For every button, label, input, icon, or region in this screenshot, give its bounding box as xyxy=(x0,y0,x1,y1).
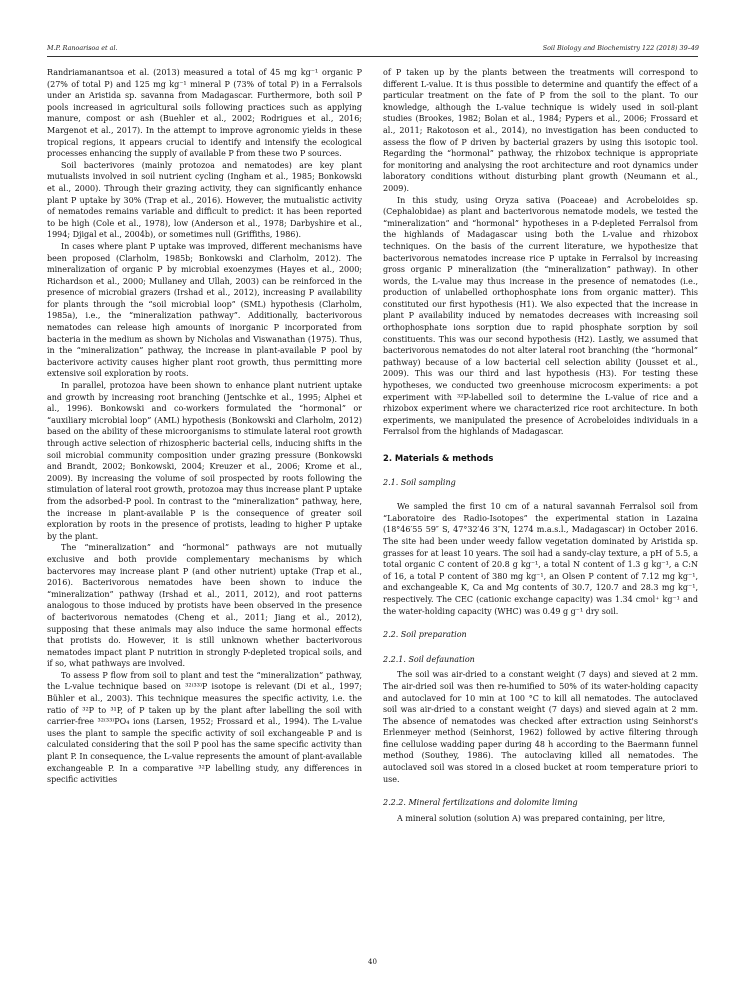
page-number: 40 xyxy=(368,958,377,966)
paragraph: In parallel, protozoa have been shown to enhance plant nutrient uptake and growth by increasing root branching (Jentschke et al., 1995; Alphei et al., 1996). Bonkowski and co-workers formulated the “hormonal” or “auxiliary microbial loop” (AML) hypothesis (Bonkowski and Clarholm, 2012) based on the ability of these microorganisms to stimulate lateral root growth through active selection of rhizospheric bacterial cells, inducing shifts in the soil microbial community composition under grazing pressure (Bonkowski and Brandt, 2002; Bonkowski, 2004; Kreuzer et al., 2006; Krome et al., 2009). By increasing the volume of soil prospected by roots following the stimulation of lateral root growth, protozoa may thus increase plant P uptake from the adsorbed-P pool. In contrast to the “mineralization” pathway, here, the increase in plant-available P is the consequence of greater soil exploration by roots in the presence of protists, leading to higher P uptake by the plant. xyxy=(47,381,362,541)
subsubsection-heading: 2.2.2. Mineral fertilizations and dolomite liming xyxy=(383,798,578,808)
subsection-heading: 2.2. Soil preparation xyxy=(383,630,467,640)
paragraph: We sampled the first 10 cm of a natural savannah Ferralsol soil from “Laboratoire des Radio-Isotopes” the experimental station in Lazaina (18°46′55 59″ S, 47°32′46 3″N, 1274 m.a.s.l., Madagascar) in October 2016. The site had been under weedy fallow vegetation dominated by Aristida sp. grasses for at least 10 years. The soil had a sandy-clay texture, a pH of 5.5, a total organic C content of 20.8 g kg⁻¹, a total N content of 1.3 g kg⁻¹, a C:N of 16, a total P content of 380 mg kg⁻¹, an Olsen P content of 7.12 mg kg⁻¹, and exchangeable K, Ca and Mg contents of 30.7, 120.7 and 28.3 mg kg⁻¹, respectively. The CEC (cationic exchange capacity) was 1.34 cmol⁺ kg⁻¹ and the water-holding capacity (WHC) was 0.49 g g⁻¹ dry soil. xyxy=(383,502,698,616)
paragraph: A mineral solution (solution A) was prepared containing, per litre, xyxy=(397,813,666,823)
subsection-heading: 2.1. Soil sampling xyxy=(383,477,456,487)
running-header-authors: M.P. Ranoarisoa et al. xyxy=(47,44,118,52)
paragraph: In cases where plant P uptake was improved, different mechanisms have been proposed (Clarholm, 1985b; Bonkowski and Clarholm, 2012). The mineralization of organic P by microbial exoenzymes (Hayes et al., 2000; Richardson et al., 2000; Mullaney and Ullah, 2003) can be reinforced in the presence of microbial grazers (Irshad et al., 2012), increasing P availability for plants through the “soil microbial loop” (SML) hypothesis (Clarholm, 1985a), i.e., the “mineralization pathway”. Additionally, bacterivorous nematodes can release high amounts of inorganic P incorporated from bacteria in the medium as shown by Nicholas and Viswanathan (1975). Thus, in the “mineralization” pathway, the increase in plant-available P pool by bacterivore activity causes higher plant root growth, thus permitting more extensive soil exploration by roots. xyxy=(47,241,362,379)
paragraph: Soil bacterivores (mainly protozoa and nematodes) are key plant mutualists involved in soil nutrient cycling (Ingham et al., 1985; Bonkowski et al., 2000). Through their grazing activity, they can significantly enhance plant P uptake by 30% (Trap et al., 2016). However, the mutualistic activity of nematodes remains variable and difficult to predict: it has been reported to be high (Cole et al., 1978), low (Anderson et al., 1978; Darbyshire et al., 1994; Djigal et al., 2004b), or sometimes null (Griffiths, 1986). xyxy=(47,160,362,240)
paragraph: The soil was air-dried to a constant weight (7 days) and sieved at 2 mm. The air-dried soil was then re-humified to 50% of its water-holding capacity and autoclaved for 10 min at 100 °C to kill all nematodes. The autoclaved soil was air-dried to a constant weight (7 days) and sieved again at 2 mm. The absence of nematodes was checked after extraction using Seinhorst's Erlenmeyer method (Seinhorst, 1962) followed by active filtering through fine cellulose wadding paper during 48 h according to the Baermann funnel method (Southey, 1986). The autoclaving killed all nematodes. The autoclaved soil was stored in a closed bucket at room temperature priori to use. xyxy=(383,670,698,784)
paragraph: To assess P flow from soil to plant and test the “mineralization” pathway, the L-value technique based on ³²⁽³³⁾P isotope is relevant (Di et al., 1997; Bühler et al., 2003). This technique measures the specific activity, i.e. the ratio of ³²P to ³¹P, of P taken up by the plant after labelling the soil with carrier-free ³²⁽³³⁾PO₄ ions (Larsen, 1952; Frossard et al., 1994). The L-value uses the plant to sample the specific activity of soil exchangeable P and is calculated considering that the soil P pool has the same specific activity than plant P. In consequence, the L-value represents the amount of plant-available exchangeable P. In a comparative ³²P labelling study, any differences in specific activities xyxy=(47,670,362,785)
section-heading: 2. Materials & methods xyxy=(383,453,494,463)
running-header-journal: Soil Biology and Biochemistry 122 (2018) 39–49 xyxy=(542,44,699,52)
right-column xyxy=(383,67,698,824)
subsubsection-heading: 2.2.1. Soil defaunation xyxy=(383,654,475,664)
paragraph: In this study, using Oryza sativa (Poaceae) and Acrobeloides sp. (Cephalobidae) as plant and bacterivorous nematode models, we tested the “mineralization” and “hormonal” hypotheses in a P-depleted Ferralsol from the highlands of Madagascar using both the L-value and rhizobox techniques. On the basis of the current literature, we hypothesize that bacterivorous nematodes increase rice P uptake in Ferralsol by increasing gross organic P mineralization (the “mineralization” pathway). In other words, the L-value may thus increase in the presence of nematodes (i.e., production of unlabelled orthophosphate ions from organic matter). This constituted our first hypothesis (H1). We also expected that the increase in plant P availability induced by nematodes decreases with increasing soil orthophosphate ions sorption due to rapid phosphate sorption by soil constituents. This was our second hypothesis (H2). Lastly, we assumed that bacterivorous nematodes do not alter lateral root branching (the “hormonal” pathway) because of a low bacterial cell selection ability (Jousset et al., 2009). This was our third and last hypothesis (H3). For testing these hypotheses, we conducted two greenhouse microcosm experiments: a pot experiment with ³²P-labelled soil to determine the L-value of rice and a rhizobox experiment where we characterized rice root architecture. In both experiments, we manipulated the presence of Acrobeloides individuals in a Ferralsol from the highlands of Madagascar. xyxy=(383,195,698,437)
paragraph: The “mineralization” and “hormonal” pathways are not mutually exclusive and both provide complementary mechanisms by which bactervores may increase plant P (and other nutrient) uptake (Trap et al., 2016). Bacterivorous nematodes have been shown to induce the “mineralization” pathway (Irshad et al., 2011, 2012), and root patterns analogous to those induced by protists have been observed in the presence of bacterivorous nematodes (Cheng et al., 2011; Jiang et al., 2012), supposing that these animals may also induce the same hormonal effects that protists do. However, it is still unknown whether bacterivorous nematodes impact plant P nutrition in strongly P-depleted tropical soils, and if so, what pathways are involved. xyxy=(47,543,362,669)
paragraph: of P taken up by the plants between the treatments will correspond to different L-value. It is thus possible to determine and quantify the effect of a particular treatment on the fate of P from the soil to the plant. To our knowledge, although the L-value technique is widely used in soil-plant studies (Brookes, 1982; Bolan et al., 1984; Pypers et al., 2006; Frossard et al., 2011; Rakotoson et al., 2014), no investigation has been conducted to assess the flow of P driven by bacterial grazers by using this isotopic tool. Regarding the “hormonal” pathway, the rhizobox technique is appropriate for monitoring and analysing the root architecture and root dynamics under laboratory conditions without disturbing plant growth (Neumann et al., 2009). xyxy=(383,68,698,193)
left-column xyxy=(47,67,362,786)
paragraph: Randriamanantsoa et al. (2013) measured a total of 45 mg kg⁻¹ organic P (27% of total P) and 125 mg kg⁻¹ mineral P (73% of total P) in a Ferralsols under an Aristida sp. savanna from Madagascar. Furthermore, both soil P pools increased in agricultural soils following practices such as applying manure, compost or ash (Buehler et al., 2002; Rodrigues et al., 2016; Margenot et al., 2017). In the attempt to improve agronomic yields in these tropical regions, it appears crucial to identify and intensify the ecological processes enhancing the supply of available P from these two P sources. xyxy=(47,68,362,159)
header-rule xyxy=(47,56,698,57)
